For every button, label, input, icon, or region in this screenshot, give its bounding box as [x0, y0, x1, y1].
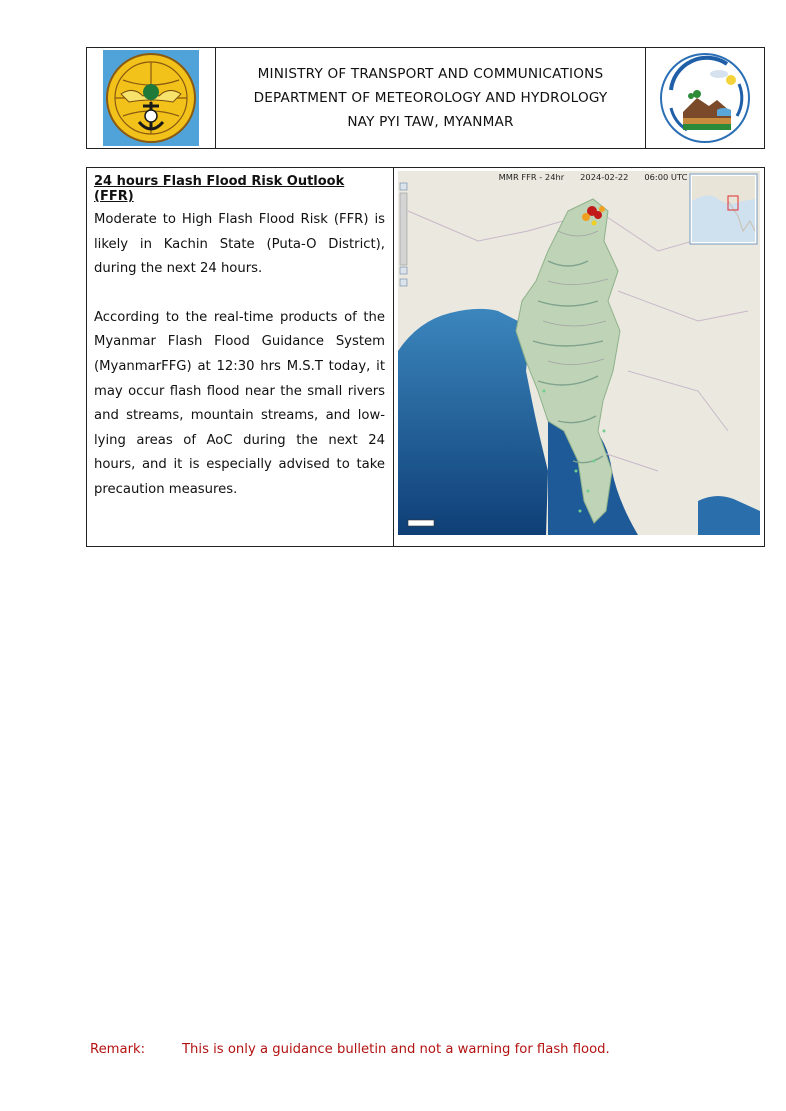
outlook-table [86, 167, 765, 547]
department-name: DEPARTMENT OF METEOROLOGY AND HYDROLOGY [253, 90, 608, 106]
outlook-title: 24 hours Flash Flood Risk Outlook (FFR) [94, 174, 345, 204]
map-product: MMR FFR - 24hr [498, 172, 565, 182]
outlook-paragraph-1: Moderate to High Flash Flood Risk (FFR) is likely in Kachin State (Puta-O District), during the next 24 hours. [94, 212, 385, 277]
ministry-name: MINISTRY OF TRANSPORT AND COMMUNICATIONS [257, 66, 604, 82]
ffr-map [398, 171, 760, 535]
remark-text: This is only a guidance bulletin and not a warning for flash flood. [182, 1042, 610, 1057]
ministry-emblem-icon [103, 50, 199, 146]
left-logo-cell [87, 48, 216, 148]
header-title-block [216, 48, 645, 148]
ffr-map-image [398, 171, 760, 535]
location-name: NAY PYI TAW, MYANMAR [347, 114, 514, 130]
remark [90, 1042, 610, 1057]
outlook-text-cell [87, 168, 394, 546]
outlook-paragraph-2: According to the real-time products of the Myanmar Flash Flood Guidance System (MyanmarFFG) at 12:30 hrs M.S.T today, it may occur flash flood near the small rivers and streams, mountain streams, and low-lying areas of AoC during the next 24 hours, and it is especially advised to take precaution measures. [94, 309, 385, 497]
map-caption [398, 172, 760, 182]
map-time: 06:00 UTC [644, 172, 688, 182]
map-date: 2024-02-22 [580, 172, 629, 182]
right-logo-cell [645, 48, 764, 148]
bulletin-header [86, 47, 765, 149]
hydrological-cycle-icon [657, 50, 753, 146]
outlook-map-cell [394, 168, 764, 546]
remark-label: Remark: [90, 1042, 146, 1057]
